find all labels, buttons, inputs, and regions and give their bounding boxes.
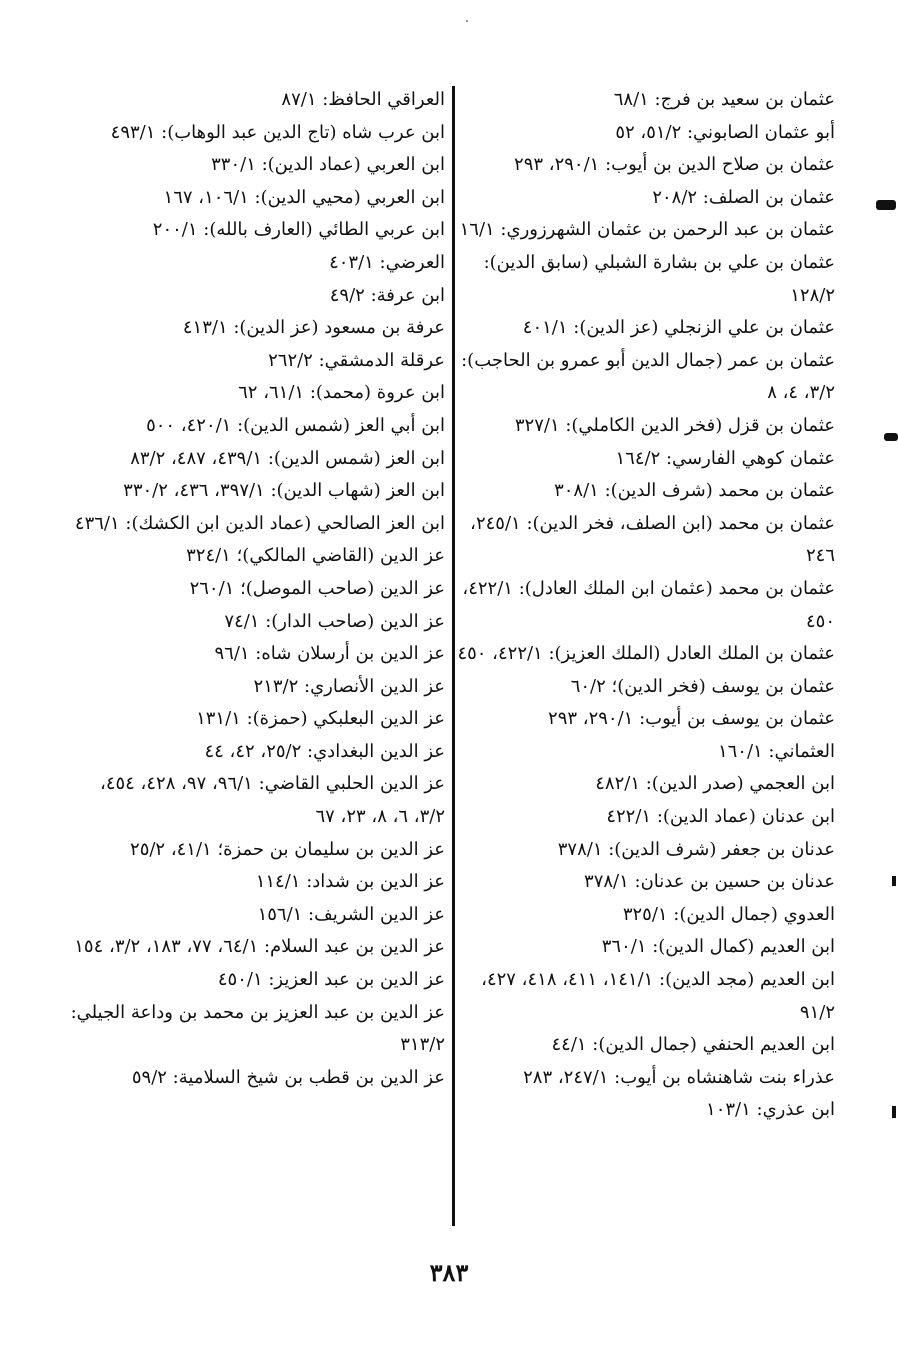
index-entry: عثمان بن الملك العادل (الملك العزيز): ٤٢٢/١، ٤٥٠ bbox=[457, 643, 835, 665]
page-number: ٣٨٣ bbox=[429, 1258, 469, 1287]
index-entry: عثمان بن صلاح الدين بن أيوب: ٢٩٠/١، ٢٩٣ bbox=[514, 154, 835, 176]
index-entry: عز الدين البعلبكي (حمزة): ١٣١/١ bbox=[196, 708, 445, 730]
index-entry: عز الدين بن عبد العزيز بن محمد بن وداعة الجيلي: ٣١٣/٢ bbox=[70, 1001, 445, 1056]
index-entry: عثمان بن علي الزنجلي (عز الدين): ٤٠١/١ bbox=[522, 317, 835, 339]
index-entry: العثماني: ١٦٠/١ bbox=[717, 740, 835, 762]
index-entry: ابن العربي (محيي الدين): ١٠٦/١، ١٦٧ bbox=[163, 186, 445, 208]
index-entry: عثمان بن محمد (شرف الدين): ٣٠٨/١ bbox=[554, 480, 835, 502]
index-entry: عذراء بنت شاهنشاه بن أيوب: ٢٤٧/١، ٢٨٣ bbox=[523, 1066, 835, 1088]
index-entry: عز الدين بن قطب بن شيخ السلامية: ٥٩/٢ bbox=[131, 1066, 445, 1088]
index-entry: عثمان بن يوسف بن أيوب: ٢٩٠/١، ٢٩٣ bbox=[548, 708, 835, 730]
index-entry: ابن عرب شاه (تاج الدين عبد الوهاب): ٤٩٣/١ bbox=[110, 121, 445, 143]
scan-edge-mark bbox=[884, 433, 898, 441]
index-entry: عز الدين بن عبد السلام: ٦٤/١، ٧٧، ١٨٣، ٣/٢، ١٥٤ bbox=[74, 936, 445, 958]
index-entry: ابن العز الصالحي (عماد الدين ابن الكشك): ٤٣٦/١ bbox=[74, 512, 445, 534]
index-entry: عثمان بن محمد (ابن الصلف، فخر الدين): ٢٤٥/١، ٢٤٦ bbox=[470, 512, 835, 567]
index-entry: ابن العجمي (صدر الدين): ٤٨٢/١ bbox=[595, 773, 835, 795]
index-entry: ابن العديم (كمال الدين): ٣٦٠/١ bbox=[601, 936, 835, 958]
index-entry: عز الدين بن أرسلان شاه: ٩٦/١ bbox=[214, 643, 445, 665]
column-divider bbox=[452, 86, 455, 1226]
index-column-left bbox=[65, 84, 445, 1094]
index-entry: أبو عثمان الصابوني: ٥١/٢، ٥٢ bbox=[615, 121, 835, 143]
index-entry: عز الدين (القاضي المالكي)؛ ٣٢٤/١ bbox=[186, 545, 445, 567]
index-entry: عز الدين البغدادي: ٢٥/٢، ٤٢، ٤٤ bbox=[204, 740, 445, 762]
index-entry: عدنان بن جعفر (شرف الدين): ٣٧٨/١ bbox=[557, 838, 835, 860]
index-entry: ابن عروة (محمد): ٦١/١، ٦٢ bbox=[238, 382, 445, 404]
index-entry: عز الدين الحلبي القاضي: ٩٦/١، ٩٧، ٤٢٨، ٤٥٤، ٣/٢، ٦، ٨، ٢٣، ٦٧ bbox=[100, 773, 445, 828]
index-entry: ابن أبي العز (شمس الدين): ٤٢٠/١، ٥٠٠ bbox=[146, 414, 445, 436]
index-entry: عدنان بن حسين بن عدنان: ٣٧٨/١ bbox=[584, 871, 835, 893]
index-column-right bbox=[455, 84, 835, 1127]
index-entry: ابن عذري: ١٠٣/١ bbox=[706, 1099, 835, 1121]
index-entry: ابن عرفة: ٤٩/٢ bbox=[329, 284, 445, 306]
page-speck bbox=[466, 20, 468, 22]
index-entry: عرقلة الدمشقي: ٢٦٢/٢ bbox=[268, 349, 445, 371]
index-entry: ابن العربي (عماد الدين): ٣٣٠/١ bbox=[211, 154, 445, 176]
index-entry: عز الدين (صاحب الموصل)؛ ٢٦٠/١ bbox=[189, 577, 445, 599]
index-entry: ابن عربي الطائي (العارف بالله): ٢٠٠/١ bbox=[152, 219, 445, 241]
scan-edge-mark bbox=[876, 200, 896, 210]
index-entry: عثمان بن عبد الرحمن بن عثمان الشهرزوري: ١٦/١ bbox=[459, 219, 835, 241]
index-entry: عز الدين بن شداد: ١١٤/١ bbox=[255, 871, 445, 893]
index-entry: عثمان بن يوسف (فخر الدين)؛ ٦٠/٢ bbox=[570, 675, 835, 697]
index-entry: ابن عدنان (عماد الدين): ٤٢٢/١ bbox=[606, 806, 835, 828]
index-entry: عثمان بن الصلف: ٢٠٨/٢ bbox=[652, 186, 835, 208]
index-entry: العراقي الحافظ: ٨٧/١ bbox=[281, 89, 445, 110]
scan-edge-mark bbox=[892, 876, 896, 886]
index-entry: عز الدين بن سليمان بن حمزة؛ ٤١/١، ٢٥/٢ bbox=[130, 838, 445, 860]
index-entry: عز الدين (صاحب الدار): ٧٤/١ bbox=[224, 610, 445, 632]
index-entry: عز الدين الأنصاري: ٢١٣/٢ bbox=[253, 675, 445, 697]
index-entry: عثمان بن محمد (عثمان ابن الملك العادل): ٤٢٢/١، ٤٥٠ bbox=[462, 577, 835, 632]
index-entry: العدوي (جمال الدين): ٣٢٥/١ bbox=[622, 903, 835, 925]
index-entry: عثمان بن سعيد بن فرج: ٦٨/١ bbox=[613, 89, 835, 110]
index-entry: العرضي: ٤٠٣/١ bbox=[329, 251, 445, 273]
index-entry: عثمان بن قزل (فخر الدين الكاملي): ٣٢٧/١ bbox=[514, 414, 835, 436]
index-entry: ابن العز (شهاب الدين): ٣٩٧/١، ٤٣٦، ٣٣٠/٢ bbox=[123, 480, 445, 502]
index-entry: عثمان بن علي بن بشارة الشبلي (سابق الدين): ١٢٨/٢ bbox=[483, 251, 835, 306]
index-entry: عثمان كوهي الفارسي: ١٦٤/٢ bbox=[615, 447, 835, 469]
index-entry: ابن العز (شمس الدين): ٤٣٩/١، ٤٨٧، ٨٣/٢ bbox=[130, 447, 445, 469]
index-entry: ابن العديم الحنفي (جمال الدين): ٤٤/١ bbox=[551, 1034, 835, 1056]
scan-edge-mark bbox=[892, 1106, 896, 1118]
index-entry: عرفة بن مسعود (عز الدين): ٤١٣/١ bbox=[182, 317, 445, 339]
index-entry: ابن العديم (مجد الدين): ١٤١/١، ٤١١، ٤١٨، ٤٢٧، ٩١/٢ bbox=[481, 969, 835, 1023]
index-entry: عز الدين بن عبد العزيز: ٤٥٠/١ bbox=[217, 969, 445, 991]
index-entry: عثمان بن عمر (جمال الدين أبو عمرو بن الحاجب): ٣/٢، ٤، ٨ bbox=[461, 349, 835, 404]
index-entry: عز الدين الشريف: ١٥٦/١ bbox=[257, 903, 445, 925]
